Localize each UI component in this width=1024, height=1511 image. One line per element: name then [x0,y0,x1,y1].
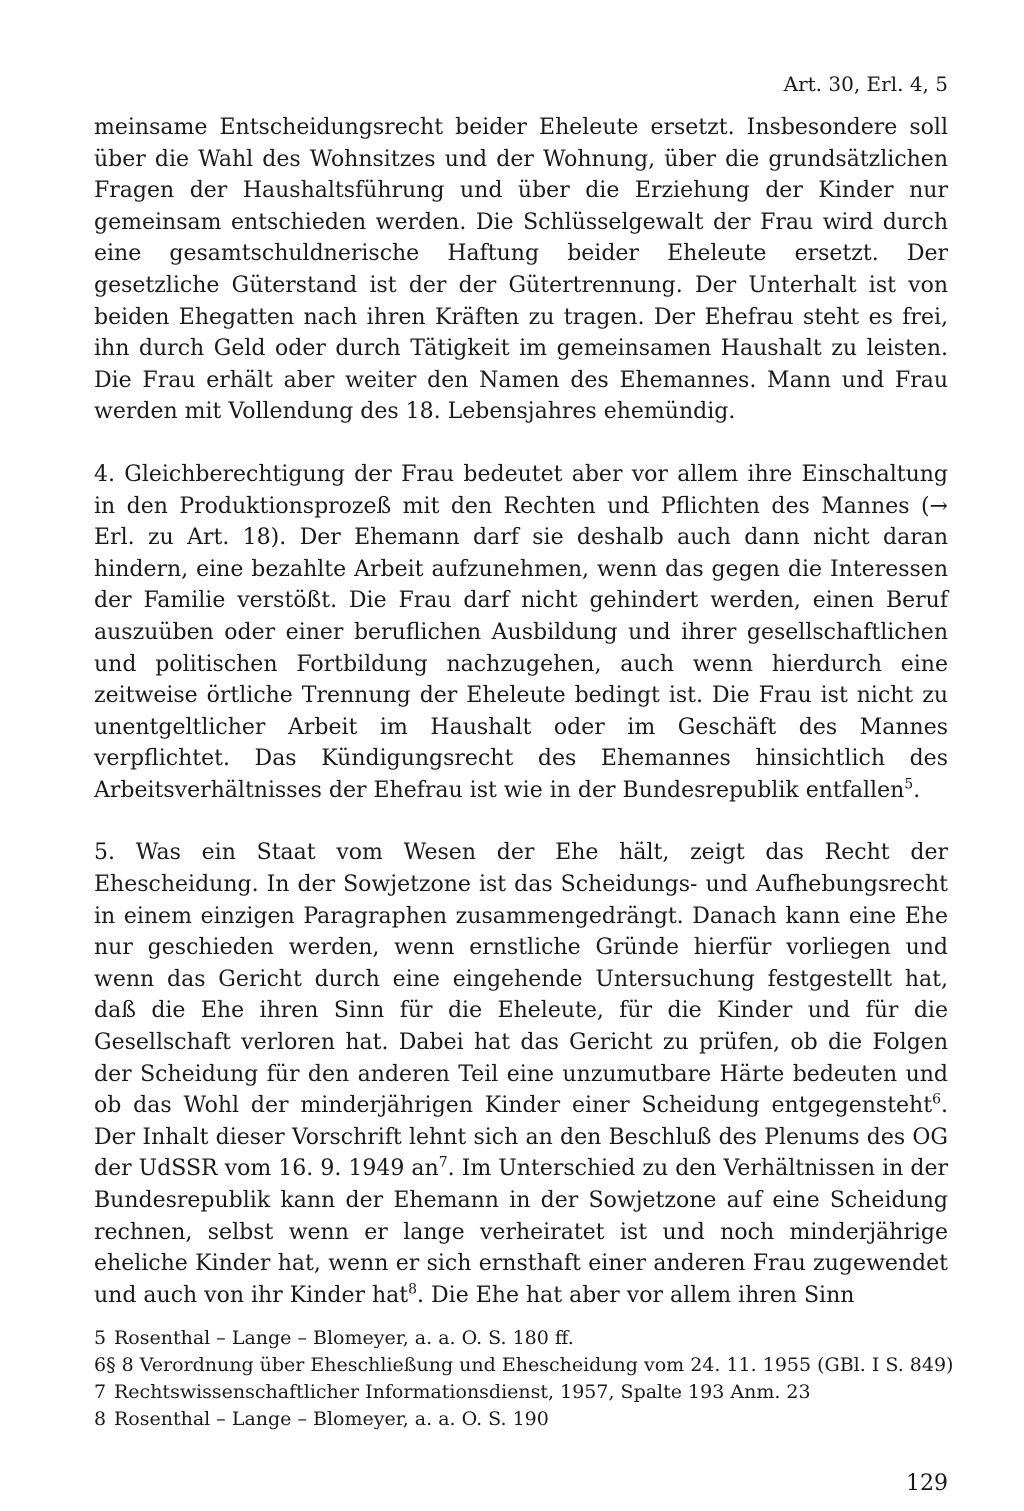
paragraph-text: 5. Was ein Staat vom Wesen der Ehe hält, zeigt das Recht der Ehescheidung. In der Sowjetzone ist das Scheidungs- und Aufhebungsrecht in einem einzigen Paragraphen zusammengedrängt. Danach kann eine Ehe nur geschieden werden, wenn ernstliche Gründe hierfür vorliegen und wenn das Gericht durch eine eingehende Untersuchung festgestellt hat, daß die Ehe ihren Sinn für die Eheleute, für die Kinder und für die Gesellschaft verloren hat. Dabei hat das Gericht zu prüfen, ob die Folgen der Scheidung für den anderen Teil eine unzumutbare Härte bedeuten und ob das Wohl der minderjährigen Kinder einer Scheidung entgegensteht [94,840,948,1119]
footnote-text: Rosenthal – Lange – Blomeyer, a. a. O. S. 190 [114,1408,549,1431]
paragraph-text: 4. Gleichberechtigung der Frau bedeutet aber vor allem ihre Einschaltung in den Produktionsprozeß mit den Rechten und Pflichten des Mannes (→ Erl. zu Art. 18). Der Ehemann darf sie deshalb auch dann nicht daran hindern, eine bezahlte Arbeit aufzunehmen, wenn das gegen die Interessen der Familie verstößt. Die Frau darf nicht gehindert werden, einen Beruf auszuüben oder einer beruflichen Ausbildung und ihrer gesellschaftlichen und politischen Fortbildung nachzugehen, auch wenn hierdurch eine zeitweise örtliche Trennung der Eheleute bedingt ist. Die Frau ist nicht zu unentgeltlicher Arbeit im Haushalt oder im Geschäft des Mannes verpflichtet. Das Kündigungsrecht des Ehemannes hinsichtlich des Arbeitsverhältnisses der Ehefrau ist wie in der Bundesrepublik entfallen [94,461,948,803]
footnote-text: Rosenthal – Lange – Blomeyer, a. a. O. S. 180 ff. [114,1327,574,1350]
page-number: 129 [906,1471,948,1497]
footnote-number: 7 [94,1381,107,1404]
footnote-number: 8 [94,1408,107,1431]
paragraph-text: meinsame Entscheidungsrecht beider Eheleute ersetzt. Insbesondere soll über die Wahl des Wohnsitzes und der Wohnung, über die grundsätzlichen Fragen der Haushaltsführung und über die Erziehung der Kinder nur gemeinsam entschieden werden. Die Schlüsselgewalt der Frau wird durch eine gesamtschuldnerische Haftung beider Eheleute ersetzt. Der gesetzliche Güterstand ist der der Gütertrennung. Der Unterhalt ist von beiden Ehegatten nach ihren Kräften zu tragen. Der Ehefrau steht es frei, ihn durch Geld oder durch Tätigkeit im gemeinsamen Haushalt zu leisten. Die Frau erhält aber weiter den Namen des Ehemannes. Mann und Frau werden mit Vollendung des 18. Lebensjahres ehemündig. [94,115,948,425]
paragraph-text: . Im Unterschied zu den Verhältnissen in der Bundesrepublik kann der Ehemann in der Sowjetzone auf eine Scheidung rechnen, selbst wenn er lange verheiratet ist und noch minderjährige eheliche Kinder hat, wenn er sich ernsthaft einer anderen Frau zugewendet und auch von ihr Kinder hat [94,1156,949,1308]
footnotes [94,1325,954,1433]
footnote-reference[interactable]: 6 [932,1091,941,1108]
footnote-text: Rechtswissenschaftlicher Informationsdienst, 1957, Spalte 193 Anm. 23 [114,1381,811,1404]
paragraph-text: . Der Inhalt dieser Vorschrift lehnt sich an den Beschluß des Plenums des OG der UdSSR vom 16. 9. 1949 an [94,1093,948,1182]
footnote-reference[interactable]: 8 [408,1281,418,1298]
footnote-number: 5 [94,1327,107,1350]
paragraph-continuation [94,112,948,428]
footnote-reference[interactable]: 7 [438,1155,448,1172]
footnote [94,1406,948,1433]
paragraph-section-4 [94,459,948,807]
footnote [94,1379,948,1406]
footnote-text: § 8 Verordnung über Eheschließung und Ehescheidung vom 24. 11. 1955 (GBl. I S. 849) [106,1354,954,1377]
footnote [94,1325,948,1352]
footnote [94,1352,954,1379]
paragraph-text: . Die Ehe hat aber vor allem ihren Sinn [417,1282,855,1308]
book-page [94,70,954,1499]
footnote-reference[interactable]: 5 [904,776,914,793]
paragraph-text: . [913,777,921,803]
running-head: Art. 30, Erl. 4, 5 [783,72,948,96]
footnote-number: 6 [94,1354,107,1377]
paragraph-section-5 [94,837,948,1311]
